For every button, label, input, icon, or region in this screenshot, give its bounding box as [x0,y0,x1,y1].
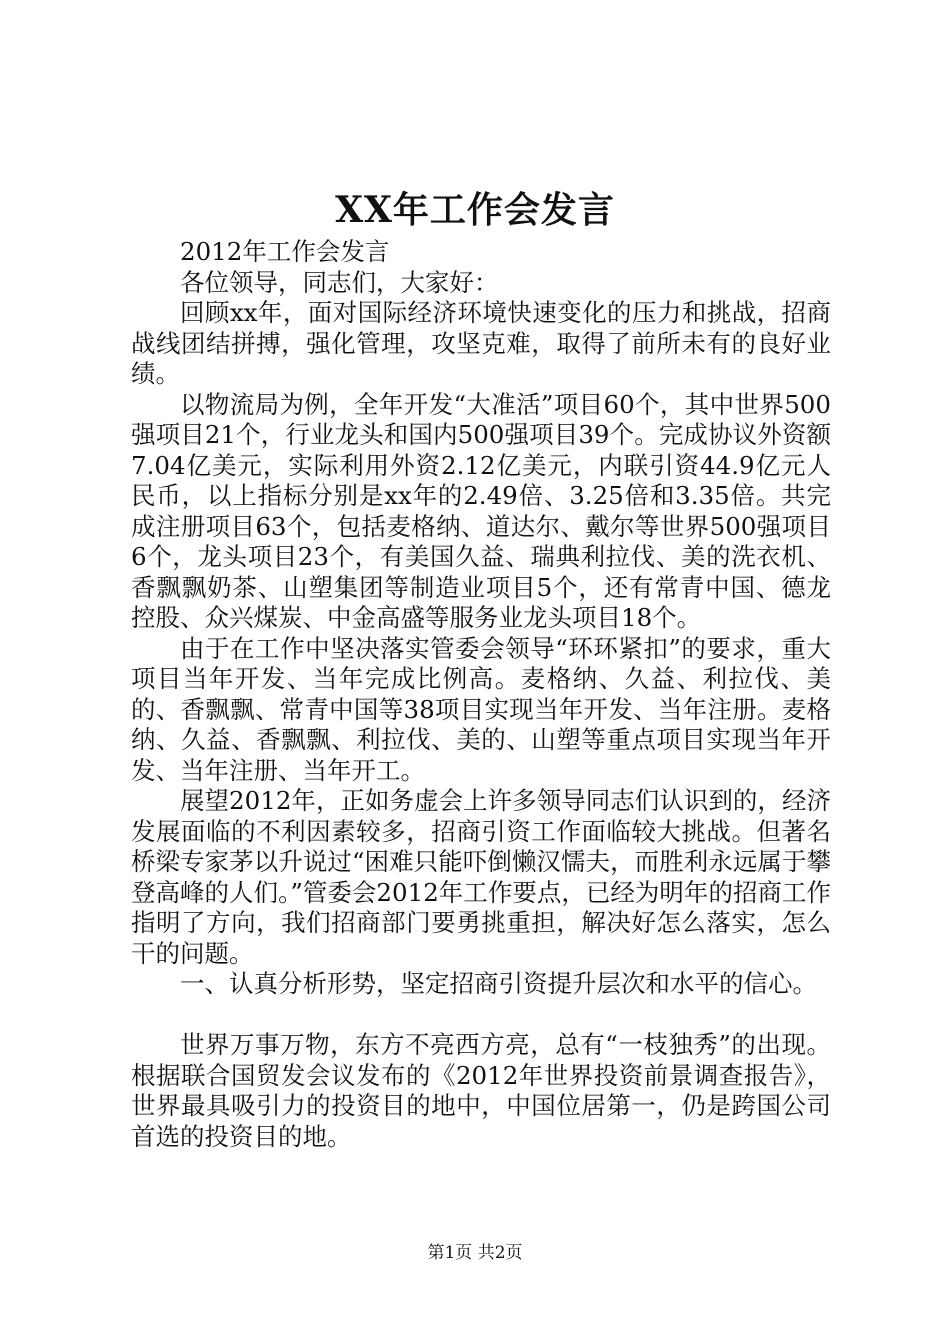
paragraph-heading: 2012年工作会发言 [180,237,390,266]
document-body [131,237,831,1152]
paragraph-key-projects: 由于在工作中坚决落实管委会领导“环环紧扣”的要求，重大项目当年开发、当年完成比例高。麦格纳、久益、利拉伐、美的、香飘飘、常青中国等38项目实现当年开发、当年注册。麦格纳、久益、香飘飘、利拉伐、美的、山塑等重点项目实现当年开发、当年注册、当年开工。 [131,633,831,785]
paragraph-world-investment: 世界万事万物，东方不亮西方亮，总有“一枝独秀”的出现。根据联合国贸发会议发布的《2012年世界投资前景调查报告》，世界最具吸引力的投资目的地中，中国位居第一，仍是跨国公司首选的投资目的地。 [131,1030,831,1151]
paragraph-review: 回顾xx年，面对国际经济环境快速变化的压力和挑战，招商战线团结拼搏，强化管理，攻坚克难，取得了前所未有的良好业绩。 [131,298,831,388]
paragraph-gap [131,1000,831,1031]
paragraph-outlook: 展望2012年，正如务虚会上许多领导同志们认识到的，经济发展面临的不利因素较多，招商引资工作面临较大挑战。但著名桥梁专家茅以升说过“困难只能吓倒懒汉懦夫，而胜利永远属于攀登高峰的人们。”管委会2012年工作要点，已经为明年的招商工作指明了方向，我们招商部门要勇挑重担，解决好怎么落实，怎么干的问题。 [131,786,831,968]
page-number-footer: 第1页 共2页 [427,1243,523,1263]
paragraph-greeting: 各位领导，同志们，大家好： [180,267,499,297]
paragraph-logistics: 以物流局为例，全年开发“大准活”项目60个，其中世界500强项目21个，行业龙头和国内500强项目39个。完成协议外资额7.04亿美元，实际利用外资2.12亿美元，内联引资44.9亿元人民币，以上指标分别是xx年的2.49倍、3.25倍和3.35倍。共完成注册项目63个，包括麦格纳、道达尔、戴尔等世界500强项目6个，龙头项目23个，有美国久益、瑞典利拉伐、美的洗衣机、香飘飘奶茶、山塑集团等制造业项目5个，还有常青中国、德龙控股、众兴煤炭、中金高盛等服务业龙头项目18个。 [131,389,831,632]
document-title: XX年工作会发言 [335,189,615,231]
paragraph-section-one: 一、认真分析形势，坚定招商引资提升层次和水平的信心。 [180,969,817,998]
